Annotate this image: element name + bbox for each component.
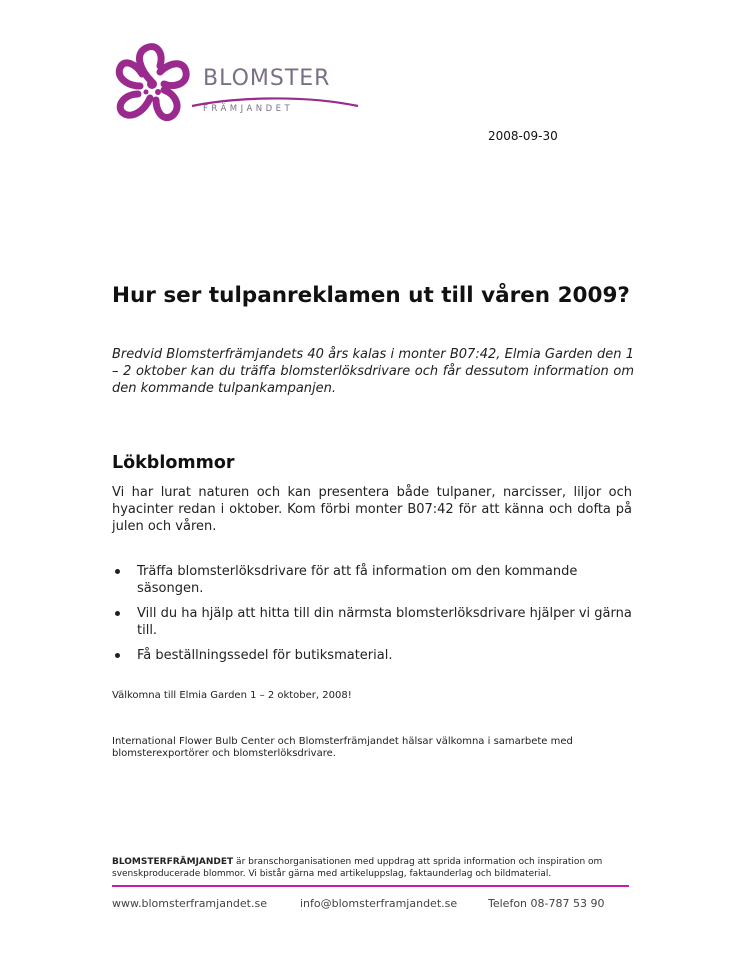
page-title: Hur ser tulpanreklamen ut till våren 2009? — [112, 283, 630, 308]
footer-website-link[interactable]: www.blomsterframjandet.se — [112, 897, 267, 910]
logo-wordmark: BLOMSTER — [203, 66, 331, 91]
section-body: Vi har lurat naturen och kan presentera både tulpaner, narcisser, liljor och hyacinter redan i oktober. Kom förbi monter B07:42 för att känna och dofta på julen och våren. — [112, 485, 632, 534]
footer-org-name: BLOMSTERFRÄMJANDET — [112, 857, 234, 867]
logo-subline: FRÄMJANDET — [203, 104, 294, 114]
flower-logo-icon — [112, 42, 192, 128]
bullet-icon — [115, 653, 120, 658]
document-date: 2008-09-30 — [488, 129, 558, 143]
list-item: Få beställningssedel för butiksmaterial. — [112, 647, 632, 664]
footer-phone: Telefon 08-787 53 90 — [488, 897, 605, 910]
footer-email-link[interactable]: info@blomsterframjandet.se — [300, 897, 458, 910]
footer-divider — [112, 885, 629, 887]
bullet-list — [112, 563, 632, 672]
section-heading: Lökblommor — [112, 453, 235, 473]
partners-text: International Flower Bulb Center och Blomsterfrämjandet hälsar välkomna i samarbete med blomsterexportörer och blomsterlöksdrivare. — [112, 736, 573, 759]
bullet-icon — [115, 611, 120, 616]
list-item: Vill du ha hjälp att hitta till din närmsta blomsterlöksdrivare hjälper vi gärna till. — [112, 605, 632, 639]
list-item: Träffa blomsterlöksdrivare för att få information om den kommande säsongen. — [112, 563, 632, 597]
bullet-icon — [115, 569, 120, 574]
footer-about-text: är branschorganisationen med uppdrag att sprida information och inspiration om svenskproducerade blommor. Vi bistår gärna med artikeluppslag, faktaunderlag och bildmaterial. — [112, 857, 603, 879]
intro-paragraph: Bredvid Blomsterfrämjandets 40 års kalas i monter B07:42, Elmia Garden den 1 – 2 oktober kan du träffa blomsterlöksdrivare och får dessutom information om den kommande tulpankampanjen. — [112, 347, 634, 396]
footer-about — [112, 856, 632, 880]
welcome-text: Välkomna till Elmia Garden 1 – 2 oktober, 2008! — [112, 690, 352, 701]
